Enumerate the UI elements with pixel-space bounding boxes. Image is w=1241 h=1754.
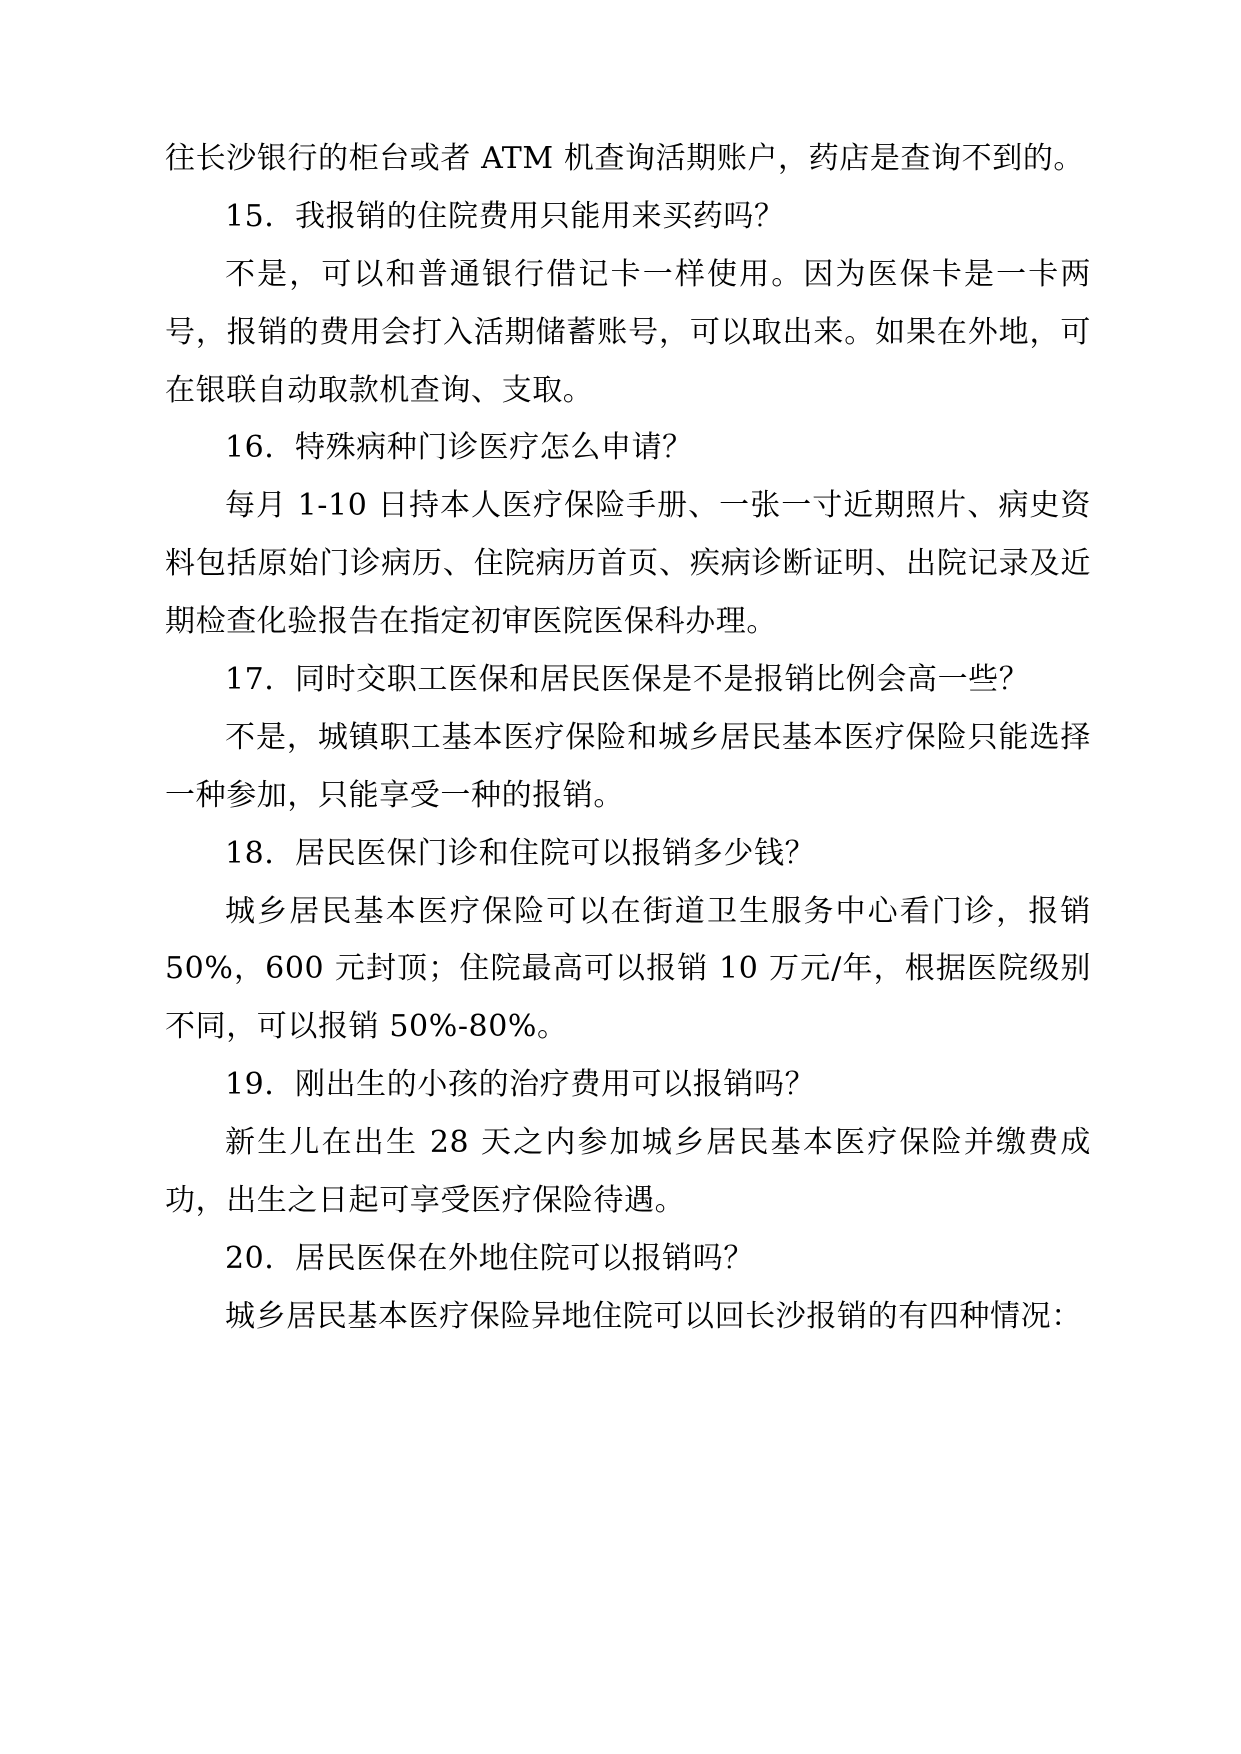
answer-16: 每月 1-10 日持本人医疗保险手册、一张一寸近期照片、病史资料包括原始门诊病历、住院病历首页、疾病诊断证明、出院记录及近期检查化验报告在指定初审医院医保科办理。 [165, 488, 1091, 640]
question-16: 16．特殊病种门诊医疗怎么申请？ [225, 430, 693, 466]
answer-20: 城乡居民基本医疗保险异地住院可以回长沙报销的有四种情况： [225, 1298, 1082, 1334]
answer-18: 城乡居民基本医疗保险可以在街道卫生服务中心看门诊，报销 50%，600 元封顶；住院最高可以报销 10 万元/年，根据医院级别不同，可以报销 50%-80%。 [165, 893, 1091, 1045]
paragraph-continued: 往长沙银行的柜台或者 ATM 机查询活期账户，药店是查询不到的。 [165, 141, 1085, 176]
answer-19: 新生儿在出生 28 天之内参加城乡居民基本医疗保险并缴费成功，出生之日起可享受医疗保险待遇。 [165, 1125, 1091, 1219]
question-20: 20．居民医保在外地住院可以报销吗？ [225, 1240, 754, 1276]
question-15: 15．我报销的住院费用只能用来买药吗？ [225, 198, 785, 234]
answer-15: 不是，可以和普通银行借记卡一样使用。因为医保卡是一卡两号，报销的费用会打入活期储蓄账号，可以取出来。如果在外地，可在银联自动取款机查询、支取。 [165, 256, 1091, 408]
answer-17: 不是，城镇职工基本医疗保险和城乡居民基本医疗保险只能选择一种参加，只能享受一种的报销。 [165, 719, 1091, 813]
question-17: 17．同时交职工医保和居民医保是不是报销比例会高一些？ [225, 662, 1030, 698]
question-19: 19．刚出生的小孩的治疗费用可以报销吗？ [225, 1067, 816, 1103]
document-body [165, 130, 1091, 1346]
question-18: 18．居民医保门诊和住院可以报销多少钱？ [225, 835, 816, 871]
